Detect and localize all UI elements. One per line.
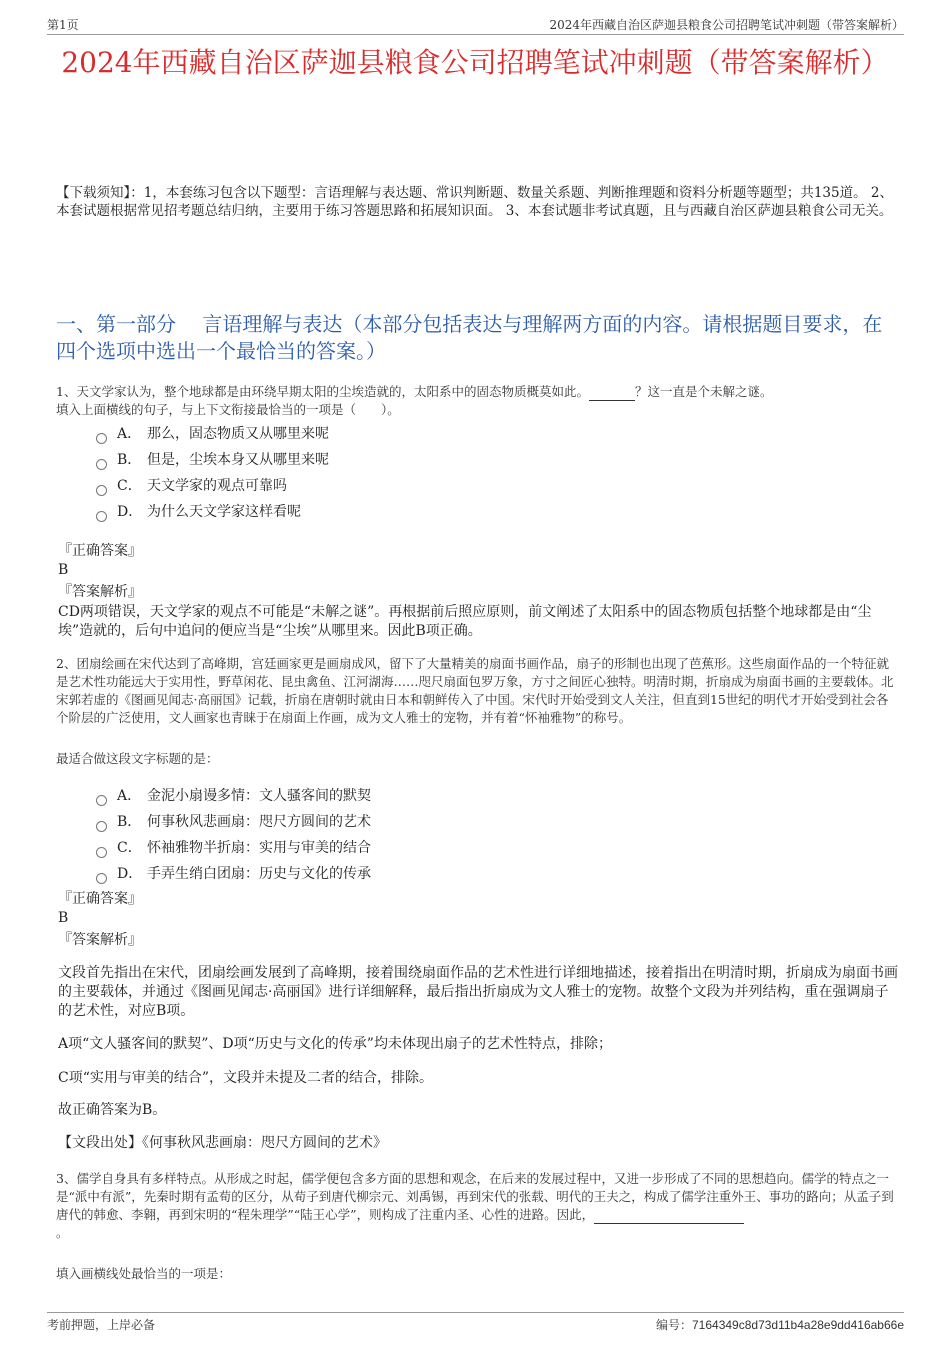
question-1-stem: 1、天文学家认为，整个地球都是由环绕早期太阳的尘埃造就的，太阳系中的固态物质概莫如此。 ？这一直是个未解之谜。 填入上面横线的句子，与上下文衔接最恰当的一项是（ ）。: [56, 384, 773, 417]
footer-slogan: 考前押题，上岸必备: [47, 1318, 156, 1332]
radio-icon[interactable]: [96, 459, 107, 470]
radio-icon[interactable]: [96, 873, 107, 884]
download-notice: 【下载须知】：1，本套练习包含以下题型：言语理解与表达题、常识判断题、数量关系题、判断推理题和资料分析题等题型；共135道。 2、本套试题根据常见招考题总结归纳，主要用于练习答题思路和拓展知识面。 3、本套试题非考试真题，且与西藏自治区萨迦县粮食公司无关。: [56, 185, 893, 219]
radio-icon[interactable]: [96, 821, 107, 832]
radio-icon[interactable]: [96, 485, 107, 496]
document-code: 编号：7164349c8d73d11b4a28e9dd416ab66e: [655, 1318, 904, 1332]
page-number: 第1页: [47, 18, 79, 32]
option-d[interactable]: D． 手弄生绡白团扇：历史与文化的传承: [96, 861, 371, 887]
page-header: [47, 14, 904, 35]
option-a[interactable]: A． 那么，固态物质又从哪里来呢: [96, 421, 329, 447]
question-2-options: [96, 783, 371, 887]
option-c[interactable]: C． 天文学家的观点可靠吗: [96, 473, 329, 499]
analysis-paragraph: 故正确答案为B。: [58, 1102, 167, 1118]
question-1-options: [96, 421, 329, 525]
correct-answer-value: B: [58, 562, 69, 578]
analysis-text: CD两项错误，天文学家的观点不可能是“未解之谜”。再根据前后照应原则，前文阐述了太阳系中的固态物质包括整个地球都是由“尘埃”造就的，后句中追问的便应当是“尘埃”从哪里来。因此B项正确。: [58, 604, 872, 639]
analysis-label: 『答案解析』: [58, 932, 142, 948]
question-2-stem: 2、团扇绘画在宋代达到了高峰期，宫廷画家更是画扇成风，留下了大量精美的扇面书画作品，扇子的形制也出现了芭蕉形。这些扇面作品的一个特征就是艺术性功能远大于实用性，野草闲花、昆虫禽鱼、江河湖海……咫尺扇面包罗万象，方寸之间匠心独特。明清时期，折扇成为扇面书画的主要载体。北宋郭若虚的《图画见闻志·高丽国》记载，折扇在唐朝时就由日本和朝鲜传入了中国。宋代时开始受到文人关注，但直到15世纪的明代才开始受到社会各个阶层的广泛使用，文人画家也青睐于在扇面上作画，成为文人雅士的宠物，并有着“怀袖雅物”的称号。: [56, 656, 894, 725]
question-2-prompt: 最适合做这段文字标题的是：: [56, 751, 219, 766]
analysis-paragraph: 文段首先指出在宋代，团扇绘画发展到了高峰期，接着围绕扇面作品的艺术性进行详细地描述，接着指出在明清时期，折扇成为扇面书画的主要载体，并通过《图画见闻志·高丽国》进行详细解释，最后指出折扇成为文人雅士的宠物。故整个文段为并列结构，重在强调扇子的艺术性，对应B项。: [58, 965, 898, 1019]
radio-icon[interactable]: [96, 433, 107, 444]
option-c[interactable]: C． 怀袖雅物半折扇：实用与审美的结合: [96, 835, 371, 861]
analysis-paragraph: C项“实用与审美的结合”，文段并未提及二者的结合，排除。: [58, 1070, 434, 1086]
option-a[interactable]: A． 金泥小扇谩多情：文人骚客间的默契: [96, 783, 371, 809]
header-doc-title: 2024年西藏自治区萨迦县粮食公司招聘笔试冲刺题（带答案解析）: [549, 18, 904, 32]
option-b[interactable]: B． 何事秋风悲画扇：咫尺方圆间的艺术: [96, 809, 371, 835]
passage-source: 【文段出处】《何事秋风悲画扇：咫尺方圆间的艺术》: [58, 1135, 387, 1151]
radio-icon[interactable]: [96, 795, 107, 806]
question-3-prompt: 填入画横线处最恰当的一项是：: [56, 1266, 232, 1281]
answer-blank: [594, 1209, 744, 1224]
analysis-label: 『答案解析』: [58, 584, 142, 600]
document-title: 2024年西藏自治区萨迦县粮食公司招聘笔试冲刺题（带答案解析）: [61, 46, 889, 79]
option-d[interactable]: D． 为什么天文学家这样看呢: [96, 499, 329, 525]
page-footer: [47, 1312, 904, 1337]
radio-icon[interactable]: [96, 847, 107, 858]
radio-icon[interactable]: [96, 511, 107, 522]
correct-answer-value: B: [58, 910, 69, 926]
question-3-stem: 3、儒学自身具有多样特点。从形成之时起，儒学便包含多方面的思想和观念，在后来的发展过程中，又进一步形成了不同的思想趋向。儒学的特点之一是“派中有派”，先秦时期有孟荀的区分，从荀子到唐代柳宗元、刘禹锡，再到宋代的张载、明代的王夫之，构成了儒学注重外王、事功的路向；从孟子到唐代的韩愈、李翱，再到宋明的“程朱理学”“陆王心学”，则构成了注重内圣、心性的进路。因此， 。: [56, 1171, 894, 1240]
section-heading: 一、第一部分 言语理解与表达（本部分包括表达与理解两方面的内容。请根据题目要求，在四个选项中选出一个最恰当的答案。）: [56, 312, 883, 363]
analysis-paragraph: A项“文人骚客间的默契”、D项“历史与文化的传承”均未体现出扇子的艺术性特点，排除；: [58, 1036, 612, 1052]
answer-blank: [589, 388, 635, 401]
correct-answer-label: 『正确答案』: [58, 891, 142, 907]
correct-answer-label: 『正确答案』: [58, 543, 142, 559]
option-b[interactable]: B． 但是，尘埃本身又从哪里来呢: [96, 447, 329, 473]
